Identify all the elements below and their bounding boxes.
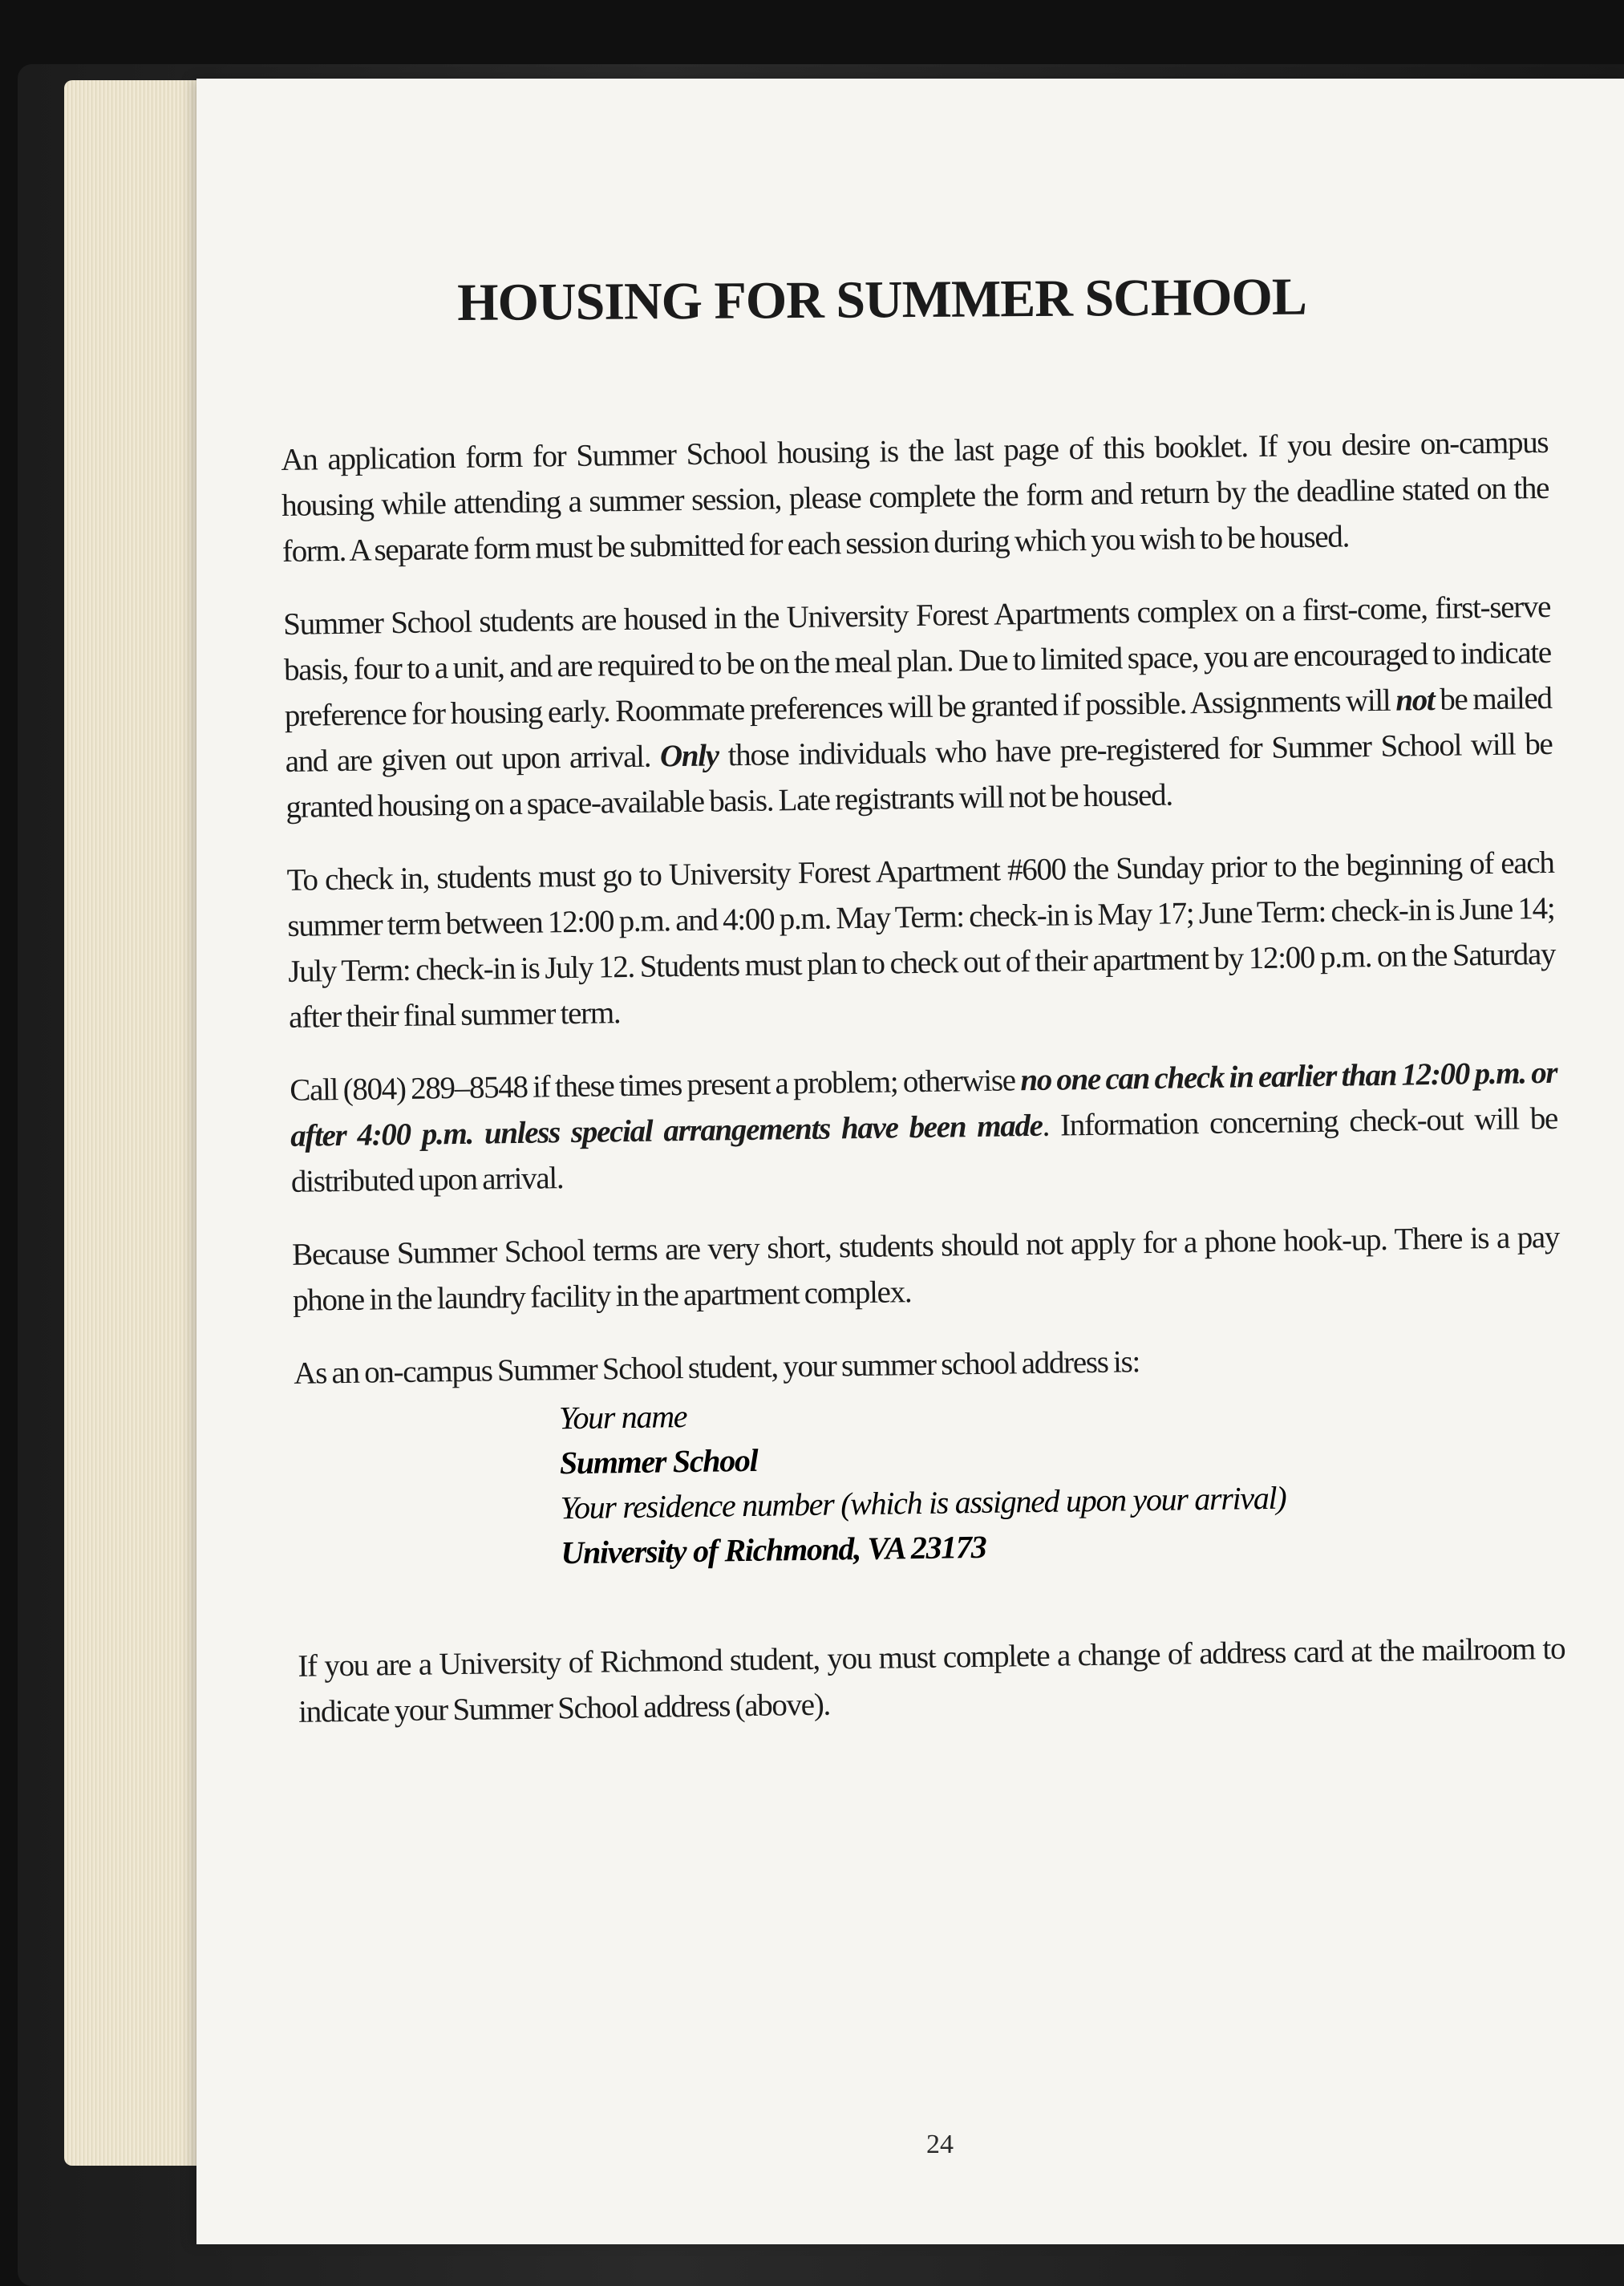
paragraph-application-text: An application form for Summer School housing is the last page of this booklet. If you desire on-campus housing while attending a summer session, please complete the form and return by the deadline stated on the form. A separate form must be submitted for each session during which you wish to be housed.: [281, 424, 1549, 569]
paragraph-change-of-address-text: If you are a University of Richmond student, you must complete a change of address card at the mailroom to indicate your Summer School address (above).: [298, 1631, 1565, 1729]
paragraph-phone-text: Because Summer School terms are very short, students should not apply for a phone hook-up. There is a pay phone in the laundry facility in the apartment complex.: [291, 1219, 1560, 1318]
paragraph-housing-text-1: Summer School students are housed in the University Forest Apartments complex on a first-come, first-serve basis, four to a unit, and are required to be on the meal plan. Due to limited space, you are encouraged to indicate preference for housing early. Roommate preferences will be granted if possible. Assignments will: [282, 589, 1552, 733]
emphasis-check-in-warning: no one can check in earlier than 12:00 p.m. or after 4:00 p.m. unless special arrangements have been made: [290, 1055, 1557, 1153]
paragraph-call-text-2: . Information concerning check-out will be distributed upon arrival.: [290, 1100, 1558, 1199]
page-title: HOUSING FOR SUMMER SCHOOL: [457, 267, 1307, 332]
paragraph-check-in-text: To check in, students must go to University Forest Apartment #600 the Sunday prior to the beginning of each summer term between 12:00 p.m. and 4:00 p.m. May Term: check-in is May 17; June Term: check-in is June 14; July Term: check-in is July 12. Students must plan to check out of their apartment by 12:00 p.m. on the Saturday after their final summer term.: [286, 845, 1556, 1035]
address-line-city: University of Richmond, VA 23173: [561, 1528, 986, 1571]
body-text: [281, 420, 1566, 1762]
paragraph-call-text-1: Call (804) 289–8548 if these times present a problem; otherwise: [290, 1063, 1021, 1108]
emphasis-only: Only: [659, 738, 719, 774]
paragraph-call: [290, 1050, 1558, 1205]
paragraph-phone: [292, 1214, 1560, 1323]
paragraph-housing-text-2: be mailed and are given out upon arrival.: [285, 680, 1552, 779]
paragraph-address-intro-text: As an on-campus Summer School student, your summer school address is:: [294, 1344, 1140, 1391]
paragraph-change-of-address: [298, 1626, 1565, 1735]
address-line-school: Summer School: [559, 1441, 758, 1481]
paragraph-housing-assignment: [283, 584, 1553, 830]
address-line-name: Your name: [558, 1398, 687, 1437]
address-line-residence: Your residence number (which is assigned upon your arrival): [560, 1479, 1286, 1526]
page-number: 24: [926, 2130, 954, 2159]
paragraph-application: [281, 420, 1549, 574]
address-block: [559, 1382, 1564, 1575]
paragraph-housing-text-3: those individuals who have pre-registered for Summer School will be granted housing on a space-available basis. Late registrants will not be housed.: [286, 726, 1553, 825]
emphasis-not: not: [1395, 682, 1435, 718]
paragraph-check-in: [286, 840, 1556, 1040]
